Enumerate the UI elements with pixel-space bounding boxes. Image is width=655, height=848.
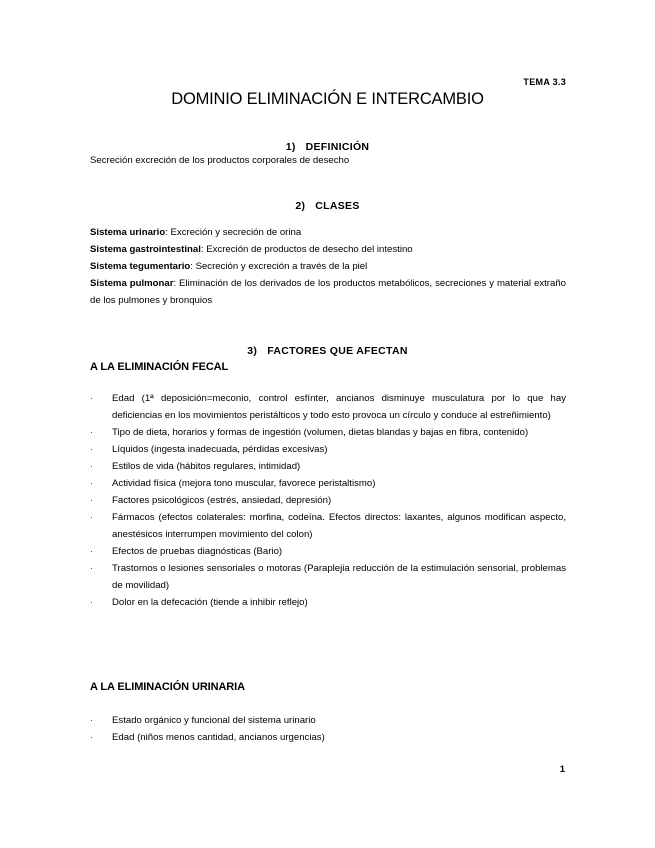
- subheading-urinaria: A LA ELIMINACIÓN URINARIA: [90, 681, 245, 693]
- section-title: CLASES: [315, 200, 360, 212]
- list-item: · Efectos de pruebas diagnósticas (Bario): [90, 543, 566, 560]
- list-item: · Trastornos o lesiones sensoriales o motoras (Paraplejia reducción de la estimulación sensorial, problemas de movilidad): [90, 560, 566, 594]
- clase-desc: : Secreción y excreción a través de la piel: [190, 261, 368, 272]
- clase-term: Sistema tegumentario: [90, 261, 191, 272]
- bullet-icon: ·: [90, 394, 93, 403]
- page-title: DOMINIO ELIMINACIÓN E INTERCAMBIO: [171, 90, 484, 108]
- section-heading-factores: [0, 345, 655, 357]
- bullet-icon: ·: [90, 547, 93, 556]
- page-number: 1: [559, 764, 565, 775]
- clase-term: Sistema pulmonar: [90, 278, 174, 289]
- list-item: · Fármacos (efectos colaterales: morfina, codeína. Efectos directos: laxantes, algunos modifican aspecto, anestésicos interrumpen movimiento del colon): [90, 509, 566, 543]
- section-title: DEFINICIÓN: [305, 141, 370, 153]
- bullet-icon: ·: [90, 716, 93, 725]
- list-item: · Factores psicológicos (estrés, ansiedad, depresión): [90, 492, 566, 509]
- bullet-icon: ·: [90, 445, 93, 454]
- section-heading-clases: [0, 200, 655, 212]
- clase-item: [90, 258, 566, 275]
- tema-label: TEMA 3.3: [523, 77, 566, 87]
- section-title: FACTORES QUE AFECTAN: [267, 345, 408, 357]
- list-item: · Dolor en la defecación (tiende a inhibir reflejo): [90, 594, 566, 611]
- list-item: · Líquidos (ingesta inadecuada, pérdidas excesivas): [90, 441, 566, 458]
- clase-term: Sistema urinario: [90, 227, 166, 238]
- definition-text: Secreción excreción de los productos corporales de desecho: [90, 155, 350, 166]
- bullet-icon: ·: [90, 598, 93, 607]
- bullet-icon: ·: [90, 564, 93, 573]
- list-item: · Estilos de vida (hábitos regulares, intimidad): [90, 458, 566, 475]
- list-item: · Estado orgánico y funcional del sistema urinario: [90, 712, 566, 729]
- fecal-factors-list: [90, 390, 566, 611]
- clase-term: Sistema gastrointestinal: [90, 244, 201, 255]
- bullet-icon: ·: [90, 428, 93, 437]
- bullet-icon: ·: [90, 733, 93, 742]
- clase-item: [90, 224, 566, 241]
- bullet-icon: ·: [90, 513, 93, 522]
- clase-desc: : Excreción y secreción de orina: [165, 227, 302, 238]
- list-item: · Edad (1ª deposición=meconio, control esfínter, ancianos disminuye musculatura por lo que hay deficiencias en los movimientos peristálticos y todo esto provoca un círculo y conduce al estreñimiento): [90, 390, 566, 424]
- list-item: · Actividad física (mejora tono muscular, favorece peristaltismo): [90, 475, 566, 492]
- bullet-icon: ·: [90, 496, 93, 505]
- section-number: 2): [295, 200, 306, 212]
- list-item: · Edad (niños menos cantidad, ancianos urgencias): [90, 729, 566, 746]
- section-number: 1): [285, 141, 296, 153]
- bullet-icon: ·: [90, 462, 93, 471]
- subheading-fecal: A LA ELIMINACIÓN FECAL: [90, 361, 229, 373]
- section-number: 3): [247, 345, 258, 357]
- bullet-icon: ·: [90, 479, 93, 488]
- urinary-factors-list: [90, 712, 566, 746]
- clase-item: [90, 241, 566, 258]
- clase-desc: : Excreción de productos de desecho del intestino: [200, 244, 413, 255]
- clase-item: [90, 275, 566, 309]
- list-item: · Tipo de dieta, horarios y formas de ingestión (volumen, dietas blandas y bajas en fibra, contenido): [90, 424, 566, 441]
- clase-desc: : Eliminación de los derivados de los productos metabólicos, secreciones y material extraño de los pulmones y bronquios: [90, 278, 567, 306]
